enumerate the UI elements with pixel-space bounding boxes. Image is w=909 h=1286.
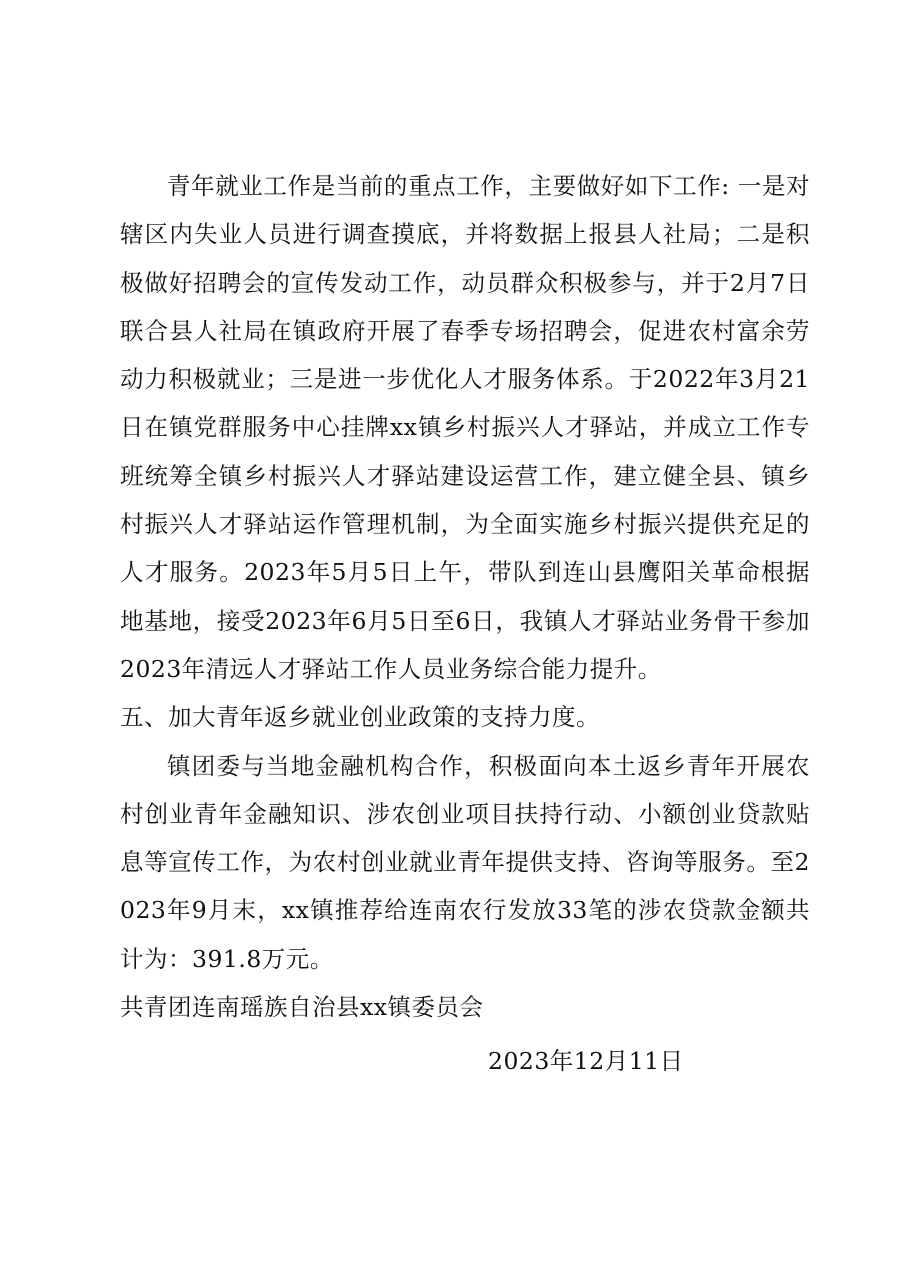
section-heading-five: 五、加大青年返乡就业创业政策的支持力度。 — [120, 703, 600, 732]
document-body — [120, 162, 810, 1086]
paragraph-finance-support: 镇团委与当地金融机构合作，积极面向本土返乡青年开展农村创业青年金融知识、涉农创业项目扶持行动、小额创业贷款贴息等宣传工作，为农村创业就业青年提供支持、咨询等服务。至2023年9月末，xx镇推荐给连南农行发放33笔的涉农贷款金额共计为：391.8万元。 — [120, 751, 810, 973]
signature-date: 2023年12月11日 — [488, 1047, 684, 1076]
signature-organization: 共青团连南瑶族自治县xx镇委员会 — [120, 993, 484, 1022]
paragraph-youth-employment: 青年就业工作是当前的重点工作，主要做好如下工作: 一是对辖区内失业人员进行调查摸底，并将数据上报县人社局；二是积极做好招聘会的宣传发动工作，动员群众积极参与，并于2月7日联合县人社局在镇政府开展了春季专场招聘会，促进农村富余劳动力积极就业；三是进一步优化人才服务体系。于2022年3月21日在镇党群服务中心挂牌xx镇乡村振兴人才驿站，并成立工作专班统筹全镇乡村振兴人才驿站建设运营工作，建立健全县、镇乡村振兴人才驿站运作管理机制，为全面实施乡村振兴提供充足的人才服务。2023年5月5日上午，带队到连山县鹰阳关革命根据地基地，接受2023年6月5日至6日，我镇人才驿站业务骨干参加2023年清远人才驿站工作人员业务综合能力提升。 — [120, 172, 810, 683]
